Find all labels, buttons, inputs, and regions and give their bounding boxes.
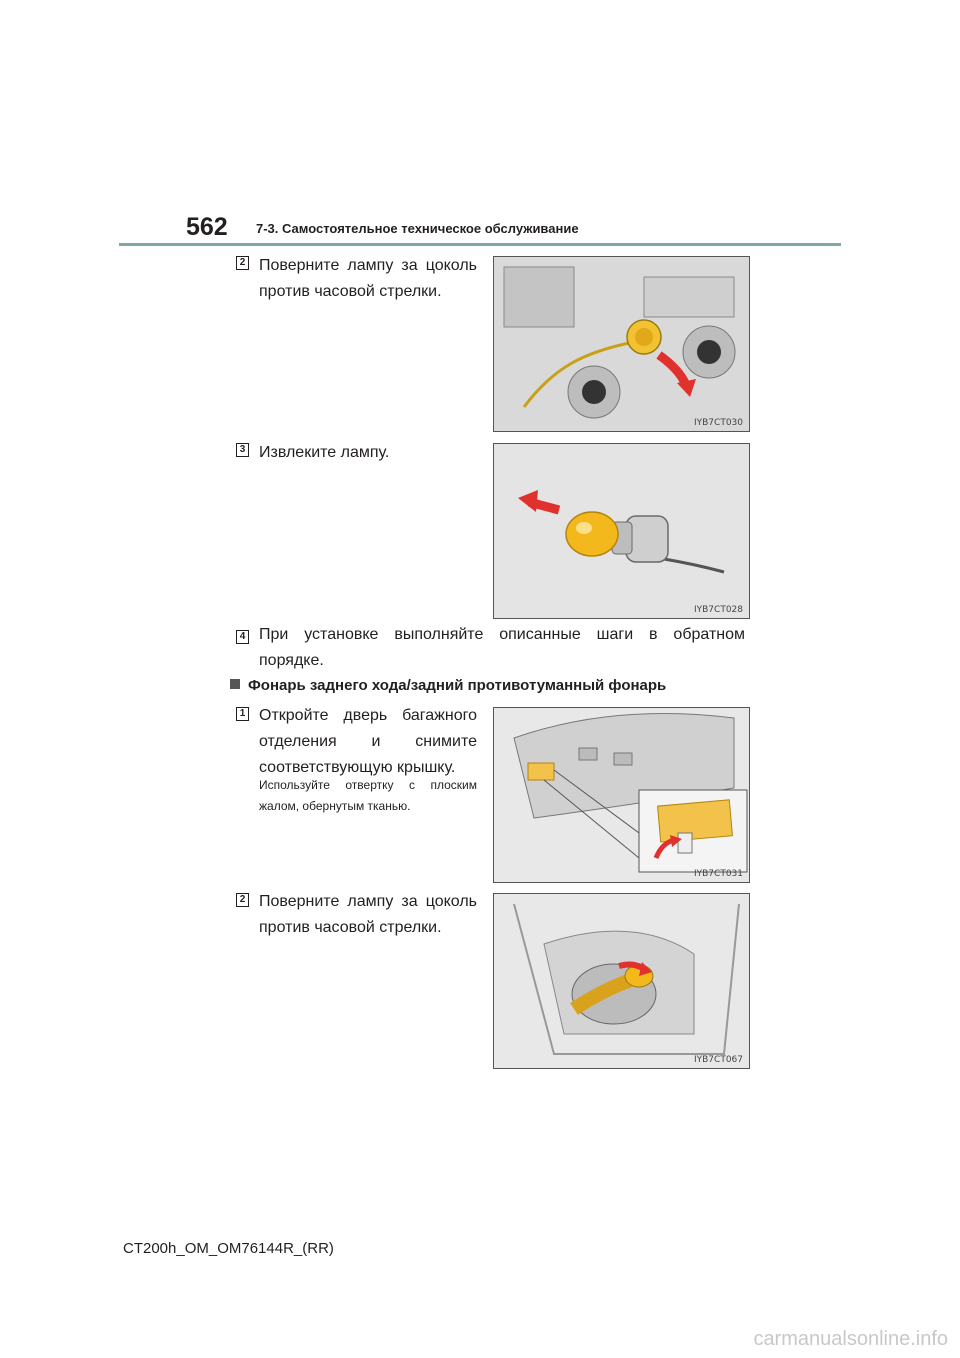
subsection-heading [230,677,666,694]
step-text: Извлеките лампу. [259,444,390,461]
document-id: CT200h_OM_OM76144R_(RR) [123,1240,334,1257]
figure-code: IYB7CT030 [693,418,743,428]
engine-bay-illustration [494,257,749,431]
step-text: Поверните лампу за цоколь против часовой стрелки. [259,257,477,300]
figure-code: IYB7CT067 [693,1055,743,1065]
subsection-title: Фонарь заднего хода/задний противотуманный фонарь [248,677,667,694]
bullet-square-icon [230,679,240,689]
step-badge: 2 [236,893,249,907]
bulb-illustration [494,444,749,618]
watermark: carmanualsonline.info [753,1328,948,1350]
step-text: Откройте дверь багажного отделения и снимите соответствующую крышку. [259,707,477,776]
figure-bulb-socket-rotate [493,256,750,432]
step-note: Используйте отвертку с плоским жалом, обернутым тканью. [259,778,477,813]
section-title: 7-3. Самостоятельное техническое обслуживание [256,221,579,236]
step-badge: 4 [236,630,249,644]
figure-code: IYB7CT031 [693,869,743,879]
step-badge: 2 [236,256,249,270]
header-divider [119,243,841,246]
rear-lamp-illustration [494,894,749,1068]
figure-code: IYB7CT028 [693,605,743,615]
page-number: 562 [186,213,228,241]
figure-bulb-removal [493,443,750,619]
step-badge: 3 [236,443,249,457]
figure-trunk-cover [493,707,750,883]
trunk-door-illustration [494,708,749,882]
step-text: Поверните лампу за цоколь против часовой стрелки. [259,893,477,936]
step-text: При установке выполняйте описанные шаги в обратном порядке. [259,626,745,669]
step-badge: 1 [236,707,249,721]
figure-rear-lamp-socket [493,893,750,1069]
